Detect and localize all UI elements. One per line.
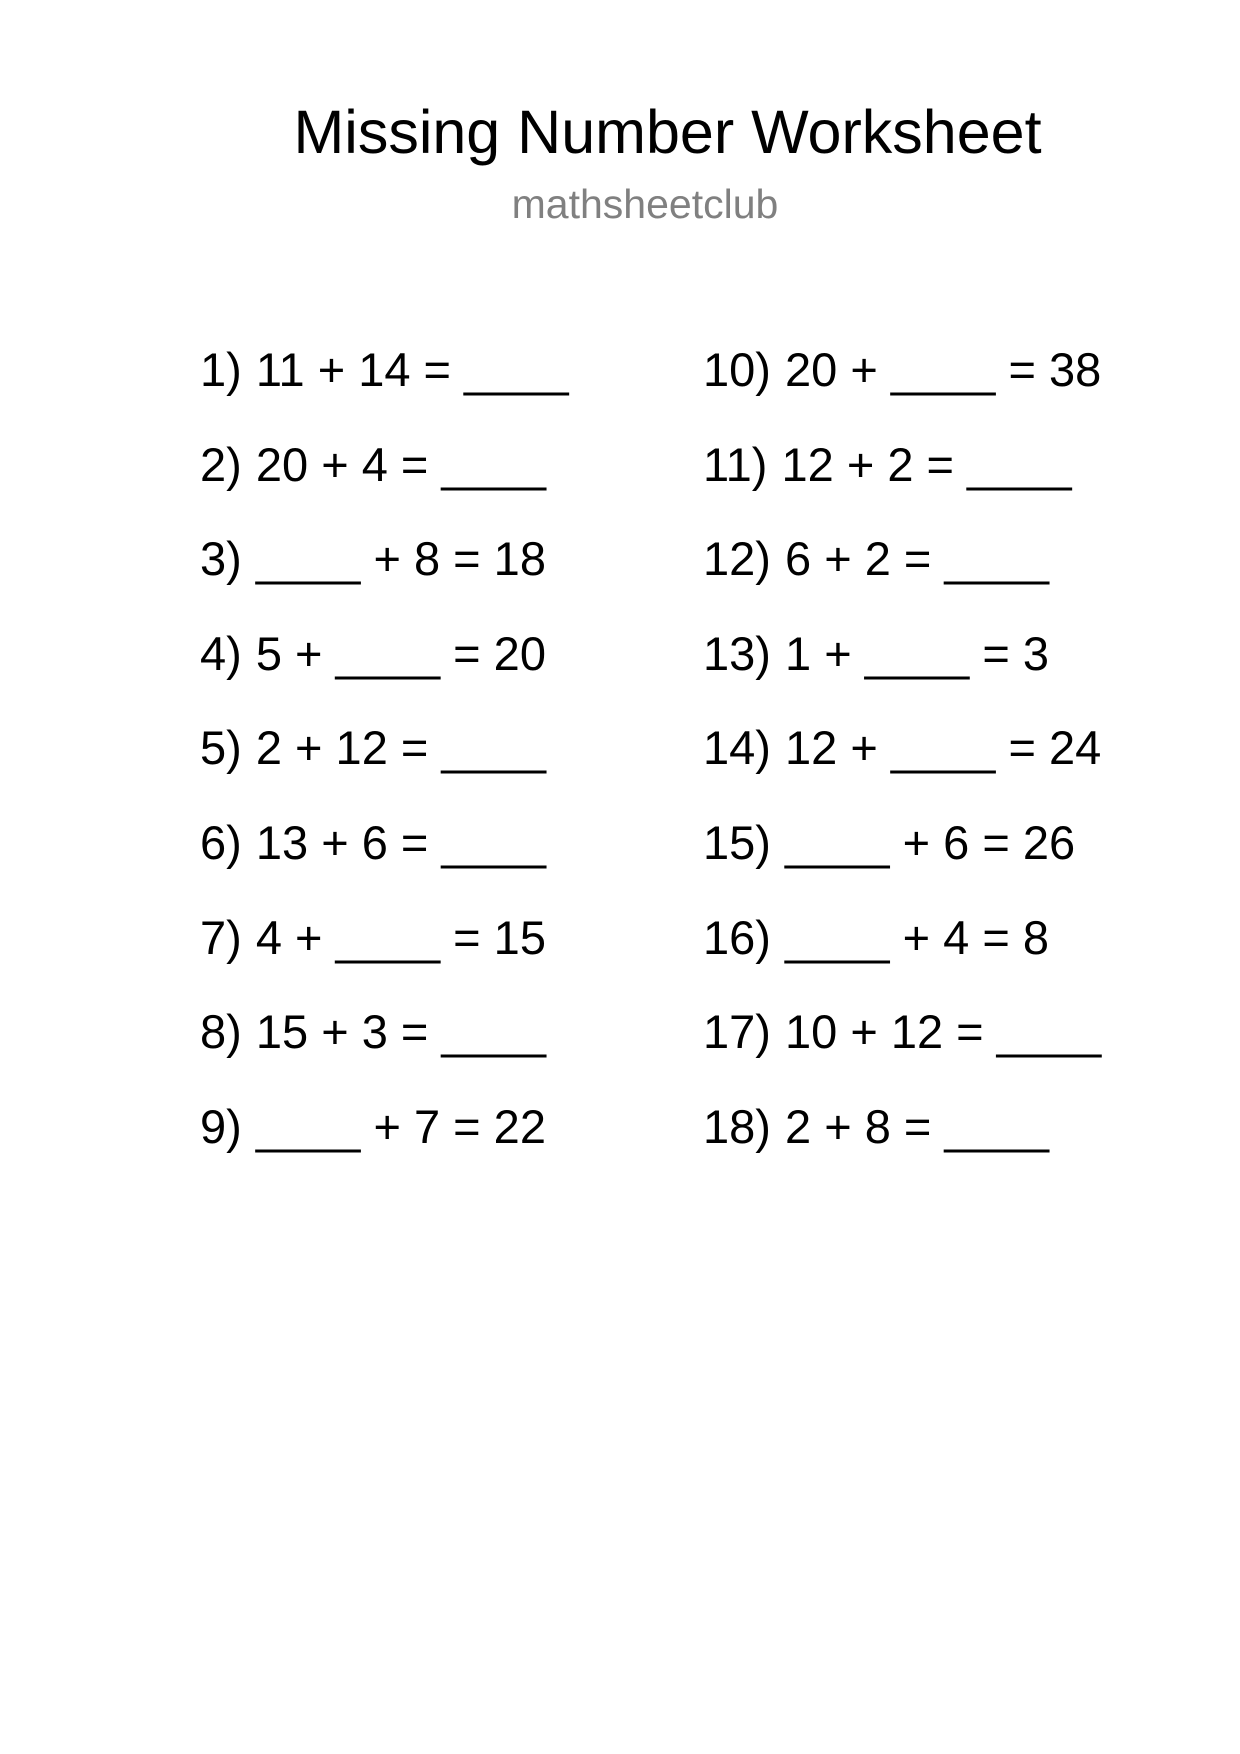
problem-equation: ____ + 7 = 22 bbox=[255, 1099, 546, 1153]
problem-equation: ____ + 6 = 26 bbox=[785, 815, 1076, 869]
problem-item bbox=[200, 435, 569, 530]
problem-equation: 5 + ____ = 20 bbox=[255, 626, 546, 680]
problem-item bbox=[703, 529, 1101, 624]
problem-number: 8) bbox=[200, 1005, 242, 1059]
problem-item bbox=[703, 1097, 1101, 1192]
problem-item bbox=[703, 718, 1101, 813]
problem-number: 2) bbox=[200, 437, 242, 491]
problem-item bbox=[703, 340, 1101, 435]
problem-equation: 12 + ____ = 24 bbox=[785, 721, 1102, 775]
worksheet-source: mathsheetclub bbox=[511, 181, 779, 227]
problem-number: 4) bbox=[200, 626, 242, 680]
problem-item bbox=[200, 908, 569, 1003]
problem-number: 1) bbox=[200, 343, 242, 396]
problem-number: 7) bbox=[200, 910, 242, 964]
problem-item bbox=[200, 624, 569, 719]
problem-equation: 4 + ____ = 15 bbox=[255, 910, 546, 964]
problem-number: 12) bbox=[703, 532, 771, 586]
problem-equation: 2 + 8 = ____ bbox=[785, 1099, 1049, 1153]
problem-number: 17) bbox=[703, 1005, 771, 1059]
problem-number: 6) bbox=[200, 815, 242, 869]
problem-item bbox=[703, 813, 1101, 908]
problem-item bbox=[703, 624, 1101, 719]
problem-number: 15) bbox=[703, 815, 771, 869]
problem-number: 11) bbox=[703, 437, 768, 491]
problem-number: 10) bbox=[703, 343, 771, 396]
problem-equation: 20 + ____ = 38 bbox=[785, 343, 1102, 396]
problem-equation: 10 + 12 = ____ bbox=[785, 1005, 1102, 1059]
problem-column-left bbox=[200, 340, 569, 1191]
problem-equation: ____ + 4 = 8 bbox=[785, 910, 1049, 964]
problem-item bbox=[200, 813, 569, 908]
problem-item bbox=[200, 529, 569, 624]
problem-equation: 11 + 14 = ____ bbox=[255, 343, 569, 396]
problem-item bbox=[703, 435, 1101, 530]
problem-item bbox=[200, 1097, 569, 1192]
problem-item bbox=[200, 718, 569, 813]
problem-equation: 15 + 3 = ____ bbox=[255, 1005, 546, 1059]
page-title: Missing Number Worksheet bbox=[293, 98, 1042, 166]
problem-equation: ____ + 8 = 18 bbox=[255, 532, 546, 586]
problem-equation: 6 + 2 = ____ bbox=[785, 532, 1049, 586]
problem-equation: 12 + 2 = ____ bbox=[781, 437, 1072, 491]
problem-item bbox=[703, 1002, 1101, 1097]
problem-number: 3) bbox=[200, 532, 242, 586]
problem-equation: 2 + 12 = ____ bbox=[255, 721, 546, 775]
problem-equation: 13 + 6 = ____ bbox=[255, 815, 546, 869]
problem-item bbox=[703, 908, 1101, 1003]
problem-number: 18) bbox=[703, 1099, 771, 1153]
problem-equation: 20 + 4 = ____ bbox=[255, 437, 546, 491]
problem-number: 16) bbox=[703, 910, 771, 964]
problem-item bbox=[200, 340, 569, 435]
problem-number: 9) bbox=[200, 1099, 242, 1153]
problem-item bbox=[200, 1002, 569, 1097]
problem-number: 13) bbox=[703, 626, 771, 680]
problem-number: 14) bbox=[703, 721, 771, 775]
problem-column-right bbox=[703, 340, 1101, 1191]
problem-equation: 1 + ____ = 3 bbox=[785, 626, 1049, 680]
problem-number: 5) bbox=[200, 721, 242, 775]
